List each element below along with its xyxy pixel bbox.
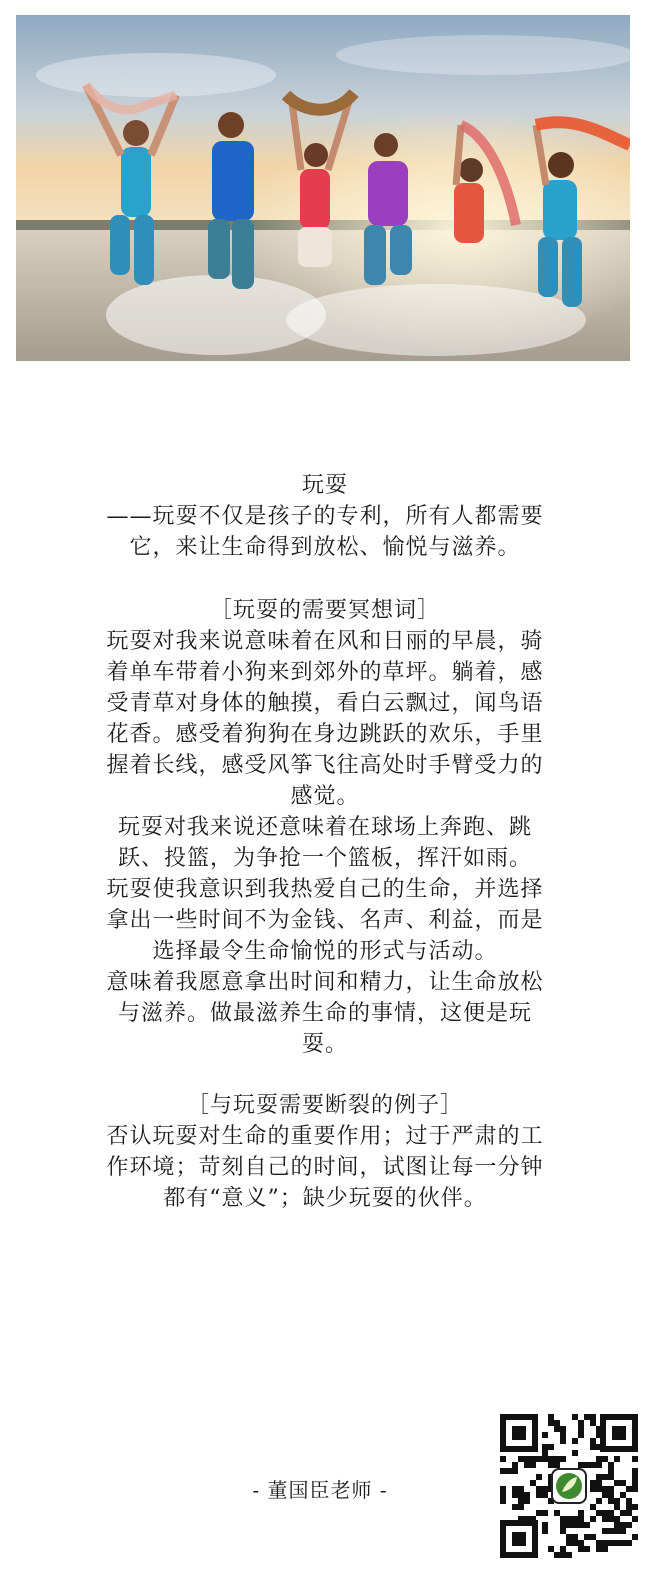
article-title: 玩耍 bbox=[301, 473, 348, 498]
paragraph-line: 玩耍对我来说意味着在风和日丽的早晨，骑 bbox=[106, 629, 544, 654]
paragraph-line: 拿出一些时间不为金钱、名声、利益，而是 bbox=[106, 908, 544, 933]
paragraph-line: 选择最令生命愉悦的形式与活动。 bbox=[152, 939, 498, 964]
leaf-logo-icon bbox=[552, 1469, 586, 1503]
author-signature: - 董国臣老师 - bbox=[252, 1478, 388, 1502]
qr-code-icon bbox=[500, 1414, 638, 1558]
paragraph-line: 受青草对身体的触摸，看白云飘过，闻鸟语 bbox=[106, 691, 544, 716]
paragraph-line: 与滋养。做最滋养生命的事情，这便是玩 bbox=[117, 1001, 532, 1026]
spacer bbox=[0, 1060, 650, 1090]
paragraph-line: 都有“意义”；缺少玩耍的伙伴。 bbox=[163, 1186, 487, 1211]
beach-friends-photo bbox=[16, 15, 630, 361]
qr-code bbox=[500, 1414, 638, 1558]
paragraph-line: 感觉。 bbox=[290, 784, 360, 809]
hero-photo bbox=[16, 15, 630, 361]
intro-line: ——玩耍不仅是孩子的专利，所有人都需要 bbox=[106, 504, 544, 529]
paragraph-line: 跃、投篮，为争抢一个篮板，挥汗如雨。 bbox=[117, 846, 532, 871]
intro-line: 它，来让生命得到放松、愉悦与滋养。 bbox=[129, 535, 521, 560]
paragraph-line: 握着长线，感受风筝飞往高处时手臂受力的 bbox=[106, 753, 544, 778]
paragraph-line: 着单车带着小狗来到郊外的草坪。躺着，感 bbox=[106, 660, 544, 685]
paragraph-line: 玩耍对我来说还意味着在球场上奔跑、跳 bbox=[117, 815, 532, 840]
section-heading: ［与玩耍需要断裂的例子］ bbox=[186, 1093, 463, 1118]
paragraph-line: 否认玩耍对生命的重要作用；过于严肃的工 bbox=[106, 1124, 544, 1149]
section-heading: ［玩耍的需要冥想词］ bbox=[209, 598, 440, 623]
paragraph-line: 意味着我愿意拿出时间和精力，让生命放松 bbox=[106, 970, 544, 995]
spacer bbox=[0, 563, 650, 595]
paragraph-line: 玩耍使我意识到我热爱自己的生命，并选择 bbox=[106, 877, 544, 902]
paragraph-line: 作环境；苛刻自己的时间，试图让每一分钟 bbox=[106, 1155, 544, 1180]
article bbox=[0, 470, 650, 1214]
paragraph-line: 耍。 bbox=[301, 1032, 348, 1057]
paragraph-line: 花香。感受着狗狗在身边跳跃的欢乐，手里 bbox=[106, 722, 544, 747]
